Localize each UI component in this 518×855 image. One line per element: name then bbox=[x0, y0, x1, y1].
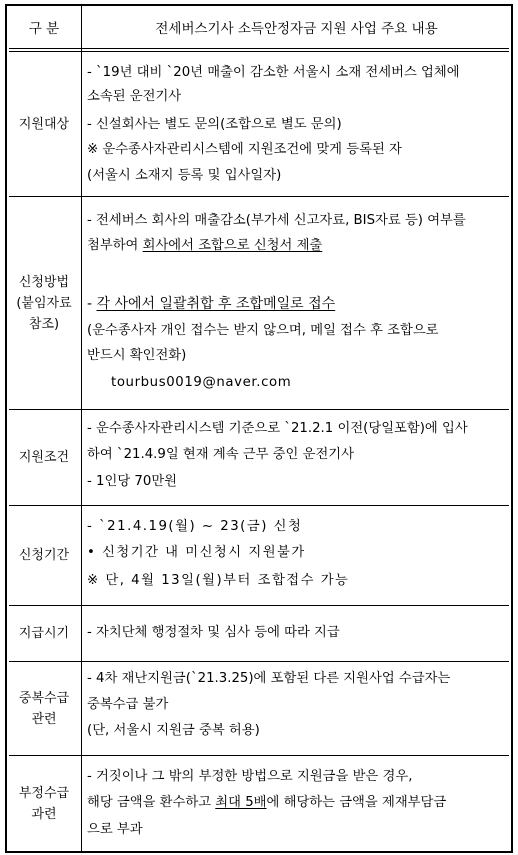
header-divider bbox=[9, 48, 509, 52]
method-line-2-prefix: 첨부하여 bbox=[87, 238, 143, 253]
row-label-payment: 지급시기 bbox=[18, 626, 70, 641]
duplicate-line-1: - 4차 재난지원금(`21.3.25)에 포함된 다른 지원사업 수급자는 bbox=[87, 671, 451, 686]
method-label-line-3: 참조) bbox=[28, 316, 60, 332]
row-divider-4 bbox=[9, 605, 509, 606]
duplicate-line-3: (단, 서울시 지원금 중복 허용) bbox=[87, 723, 260, 738]
method-label-line-1: 신청방법 bbox=[18, 274, 70, 290]
duplicate-line-2: 중복수급 불가 bbox=[87, 697, 169, 712]
conditions-line-1: - 운수종사자관리시스템 기준으로 `21.2.1 이전(당일포함)에 입사 bbox=[87, 421, 468, 436]
method-line-5: 반드시 확인전화) bbox=[87, 348, 187, 363]
fraud-line-2-prefix: 해당 금액을 환수하고 bbox=[87, 795, 216, 810]
fraud-line-2-suffix: 에 해당하는 금액을 제재부담금 bbox=[266, 795, 447, 810]
program-summary-table bbox=[5, 4, 513, 853]
fraud-label-line-2: 과련 bbox=[31, 806, 57, 822]
column-divider bbox=[81, 6, 82, 851]
method-label-line-2: (붙임자료 bbox=[16, 295, 72, 311]
duplicate-label-line-2: 관련 bbox=[31, 711, 57, 727]
method-line-3-underlined: 각 사에서 일괄취합 후 조합메일로 접수 bbox=[96, 296, 336, 312]
payment-line-1: - 자치단체 행정절차 및 심사 등에 따라 지급 bbox=[87, 625, 340, 640]
target-line-1: - `19년 대비 `20년 매출이 감소한 서울시 소재 전세버스 업체에 bbox=[87, 65, 460, 80]
method-line-4: (운수종사자 개인 접수는 받지 않으며, 메일 접수 후 조합으로 bbox=[87, 323, 439, 338]
fraud-line-1: - 거짓이나 그 밖의 부정한 방법으로 지원금을 받은 경우, bbox=[87, 769, 413, 784]
header-content-title: 전세버스기사 소득안정자금 지원 사업 주요 내용 bbox=[155, 21, 438, 37]
period-line-2: • 신청기간 내 미신청시 지원불가 bbox=[87, 545, 306, 560]
fraud-label-line-1: 부정수급 bbox=[18, 785, 70, 801]
row-divider-5 bbox=[9, 661, 509, 662]
method-line-3 bbox=[87, 295, 335, 313]
target-line-5: (서울시 소재지 등록 및 입사일자) bbox=[87, 168, 282, 183]
method-line-3-prefix: - bbox=[87, 296, 97, 312]
fraud-line-3: 으로 부과 bbox=[87, 822, 143, 837]
row-divider-3 bbox=[9, 505, 509, 506]
target-line-2: 소속된 운전기사 bbox=[87, 89, 182, 104]
row-divider-1 bbox=[9, 196, 509, 197]
method-line-2 bbox=[87, 237, 322, 255]
contact-email: tourbus0019@naver.com bbox=[111, 375, 292, 390]
fraud-line-2 bbox=[87, 794, 446, 812]
fraud-line-2-underlined: 최대 5배 bbox=[215, 795, 267, 810]
conditions-line-3: - 1인당 70만원 bbox=[87, 474, 178, 489]
row-divider-2 bbox=[9, 409, 509, 410]
row-label-period: 신청기간 bbox=[18, 548, 70, 563]
period-line-3: ※ 단, 4월 13일(월)부터 조합접수 가능 bbox=[87, 573, 350, 588]
method-line-2-underlined: 회사에서 조합으로 신청서 제출 bbox=[142, 238, 323, 253]
row-label-duplicate bbox=[7, 662, 81, 755]
conditions-line-2: 하여 `21.4.9일 현재 계속 근무 중인 운전기사 bbox=[87, 447, 354, 462]
method-line-1: - 전세버스 회사의 매출감소(부가세 신고자료, BIS자료 등) 여부를 bbox=[87, 213, 466, 228]
row-label-target: 지원대상 bbox=[18, 117, 70, 132]
row-label-fraud bbox=[7, 756, 81, 851]
row-divider-6 bbox=[9, 755, 509, 756]
duplicate-label-line-1: 중복수급 bbox=[18, 690, 70, 706]
row-label-method bbox=[7, 197, 81, 409]
header-category: 구 분 bbox=[28, 21, 60, 37]
target-line-3: - 신설회사는 별도 문의(조합으로 별도 문의) bbox=[87, 117, 342, 132]
row-label-conditions: 지원조건 bbox=[18, 450, 70, 465]
period-line-1: - `21.4.19(월) ~ 23(금) 신청 bbox=[87, 519, 303, 534]
target-line-4: ※ 운수종사자관리시스템에 지원조건에 맞게 등록된 자 bbox=[87, 142, 402, 157]
